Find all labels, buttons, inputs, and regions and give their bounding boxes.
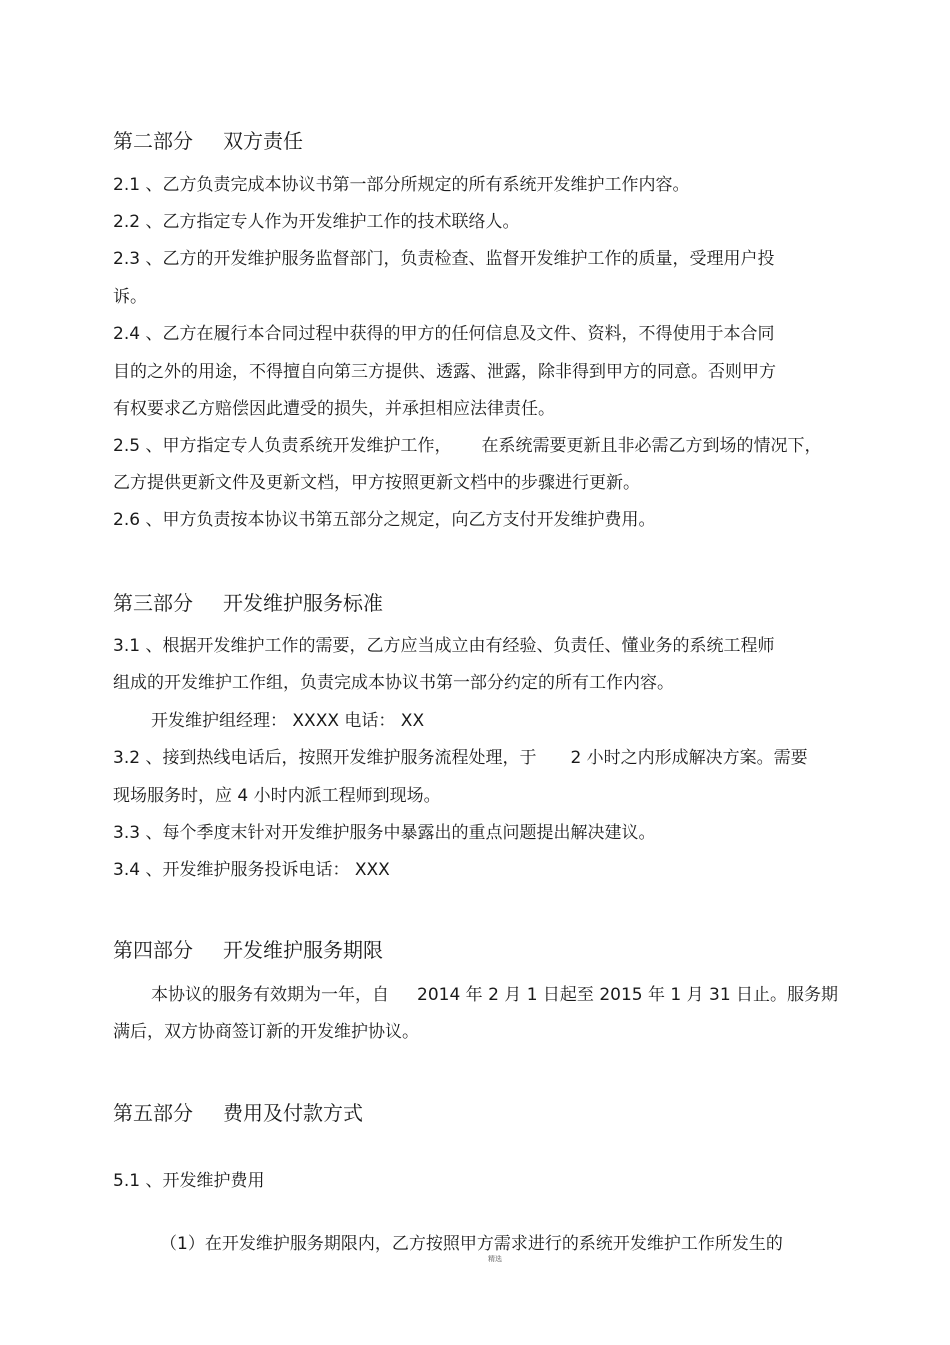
clause-part: 本协议的服务有效期为一年，自 xyxy=(151,985,389,1005)
clause-line: 2.1 、乙方负责完成本协议书第一部分所规定的所有系统开发维护工作内容。 xyxy=(113,175,690,195)
page-footer: 精选 xyxy=(488,1255,502,1263)
clause-line: （1）在开发维护服务期限内，乙方按照甲方需求进行的系统开发维护工作所发生的 xyxy=(160,1234,783,1254)
clause-line: 目的之外的用途，不得擅自向第三方提供、透露、泄露，除非得到甲方的同意。否则甲方 xyxy=(113,362,776,382)
section-title: 开发维护服务期限 xyxy=(223,938,383,962)
section-number: 第五部分 xyxy=(113,1101,193,1125)
section-number: 第四部分 xyxy=(113,938,193,962)
section-title: 双方责任 xyxy=(223,129,303,153)
section-number: 第三部分 xyxy=(113,591,193,615)
clause-line xyxy=(113,435,821,457)
clause-line: 2.2 、乙方指定专人作为开发维护工作的技术联络人。 xyxy=(113,212,520,232)
clause-line: 组成的开发维护工作组，负责完成本协议书第一部分约定的所有工作内容。 xyxy=(113,673,674,693)
clause-line: 5.1 、开发维护费用 xyxy=(113,1171,265,1191)
clause-line: 2.6 、甲方负责按本协议书第五部分之规定，向乙方支付开发维护费用。 xyxy=(113,510,656,530)
clause-part: 2014 年 2 月 1 日起至 2015 年 1 月 31 日止。服务期 xyxy=(417,985,839,1005)
clause-line xyxy=(151,984,838,1006)
section-heading xyxy=(113,128,303,154)
clause-line: 3.3 、每个季度末针对开发维护服务中暴露出的重点问题提出解决建议。 xyxy=(113,823,656,843)
clause-line: 3.1 、根据开发维护工作的需要，乙方应当成立由有经验、负责任、懂业务的系统工程师 xyxy=(113,636,775,656)
section-title: 开发维护服务标准 xyxy=(223,591,383,615)
clause-line: 诉。 xyxy=(113,287,147,307)
clause-part: 2.5 、甲方指定专人负责系统开发维护工作， xyxy=(113,436,452,456)
clause-line: 满后，双方协商签订新的开发维护协议。 xyxy=(113,1022,419,1042)
clause-line: 2.4 、乙方在履行本合同过程中获得的甲方的任何信息及文件、资料，不得使用于本合同 xyxy=(113,324,775,344)
clause-part: 3.2 、接到热线电话后，按照开发维护服务流程处理，于 xyxy=(113,748,537,768)
clause-line: 现场服务时，应 4 小时内派工程师到现场。 xyxy=(113,786,441,806)
clause-part: 在系统需要更新且非必需乙方到场的情况下， xyxy=(481,436,822,456)
clause-line xyxy=(113,747,808,769)
section-heading xyxy=(113,937,383,963)
section-title: 费用及付款方式 xyxy=(223,1101,363,1125)
section-heading xyxy=(113,590,383,616)
clause-part: 2 小时之内形成解决方案。需要 xyxy=(570,748,808,768)
clause-line: 有权要求乙方赔偿因此遭受的损失，并承担相应法律责任。 xyxy=(113,399,555,419)
clause-line: 2.3 、乙方的开发维护服务监督部门，负责检查、监督开发维护工作的质量，受理用户投 xyxy=(113,249,775,269)
section-heading xyxy=(113,1100,363,1126)
clause-line: 乙方提供更新文件及更新文档，甲方按照更新文档中的步骤进行更新。 xyxy=(113,473,640,493)
section-number: 第二部分 xyxy=(113,129,193,153)
clause-line: 3.4 、开发维护服务投诉电话： XXX xyxy=(113,860,390,880)
clause-line: 开发维护组经理： XXXX 电话： XX xyxy=(151,711,425,731)
